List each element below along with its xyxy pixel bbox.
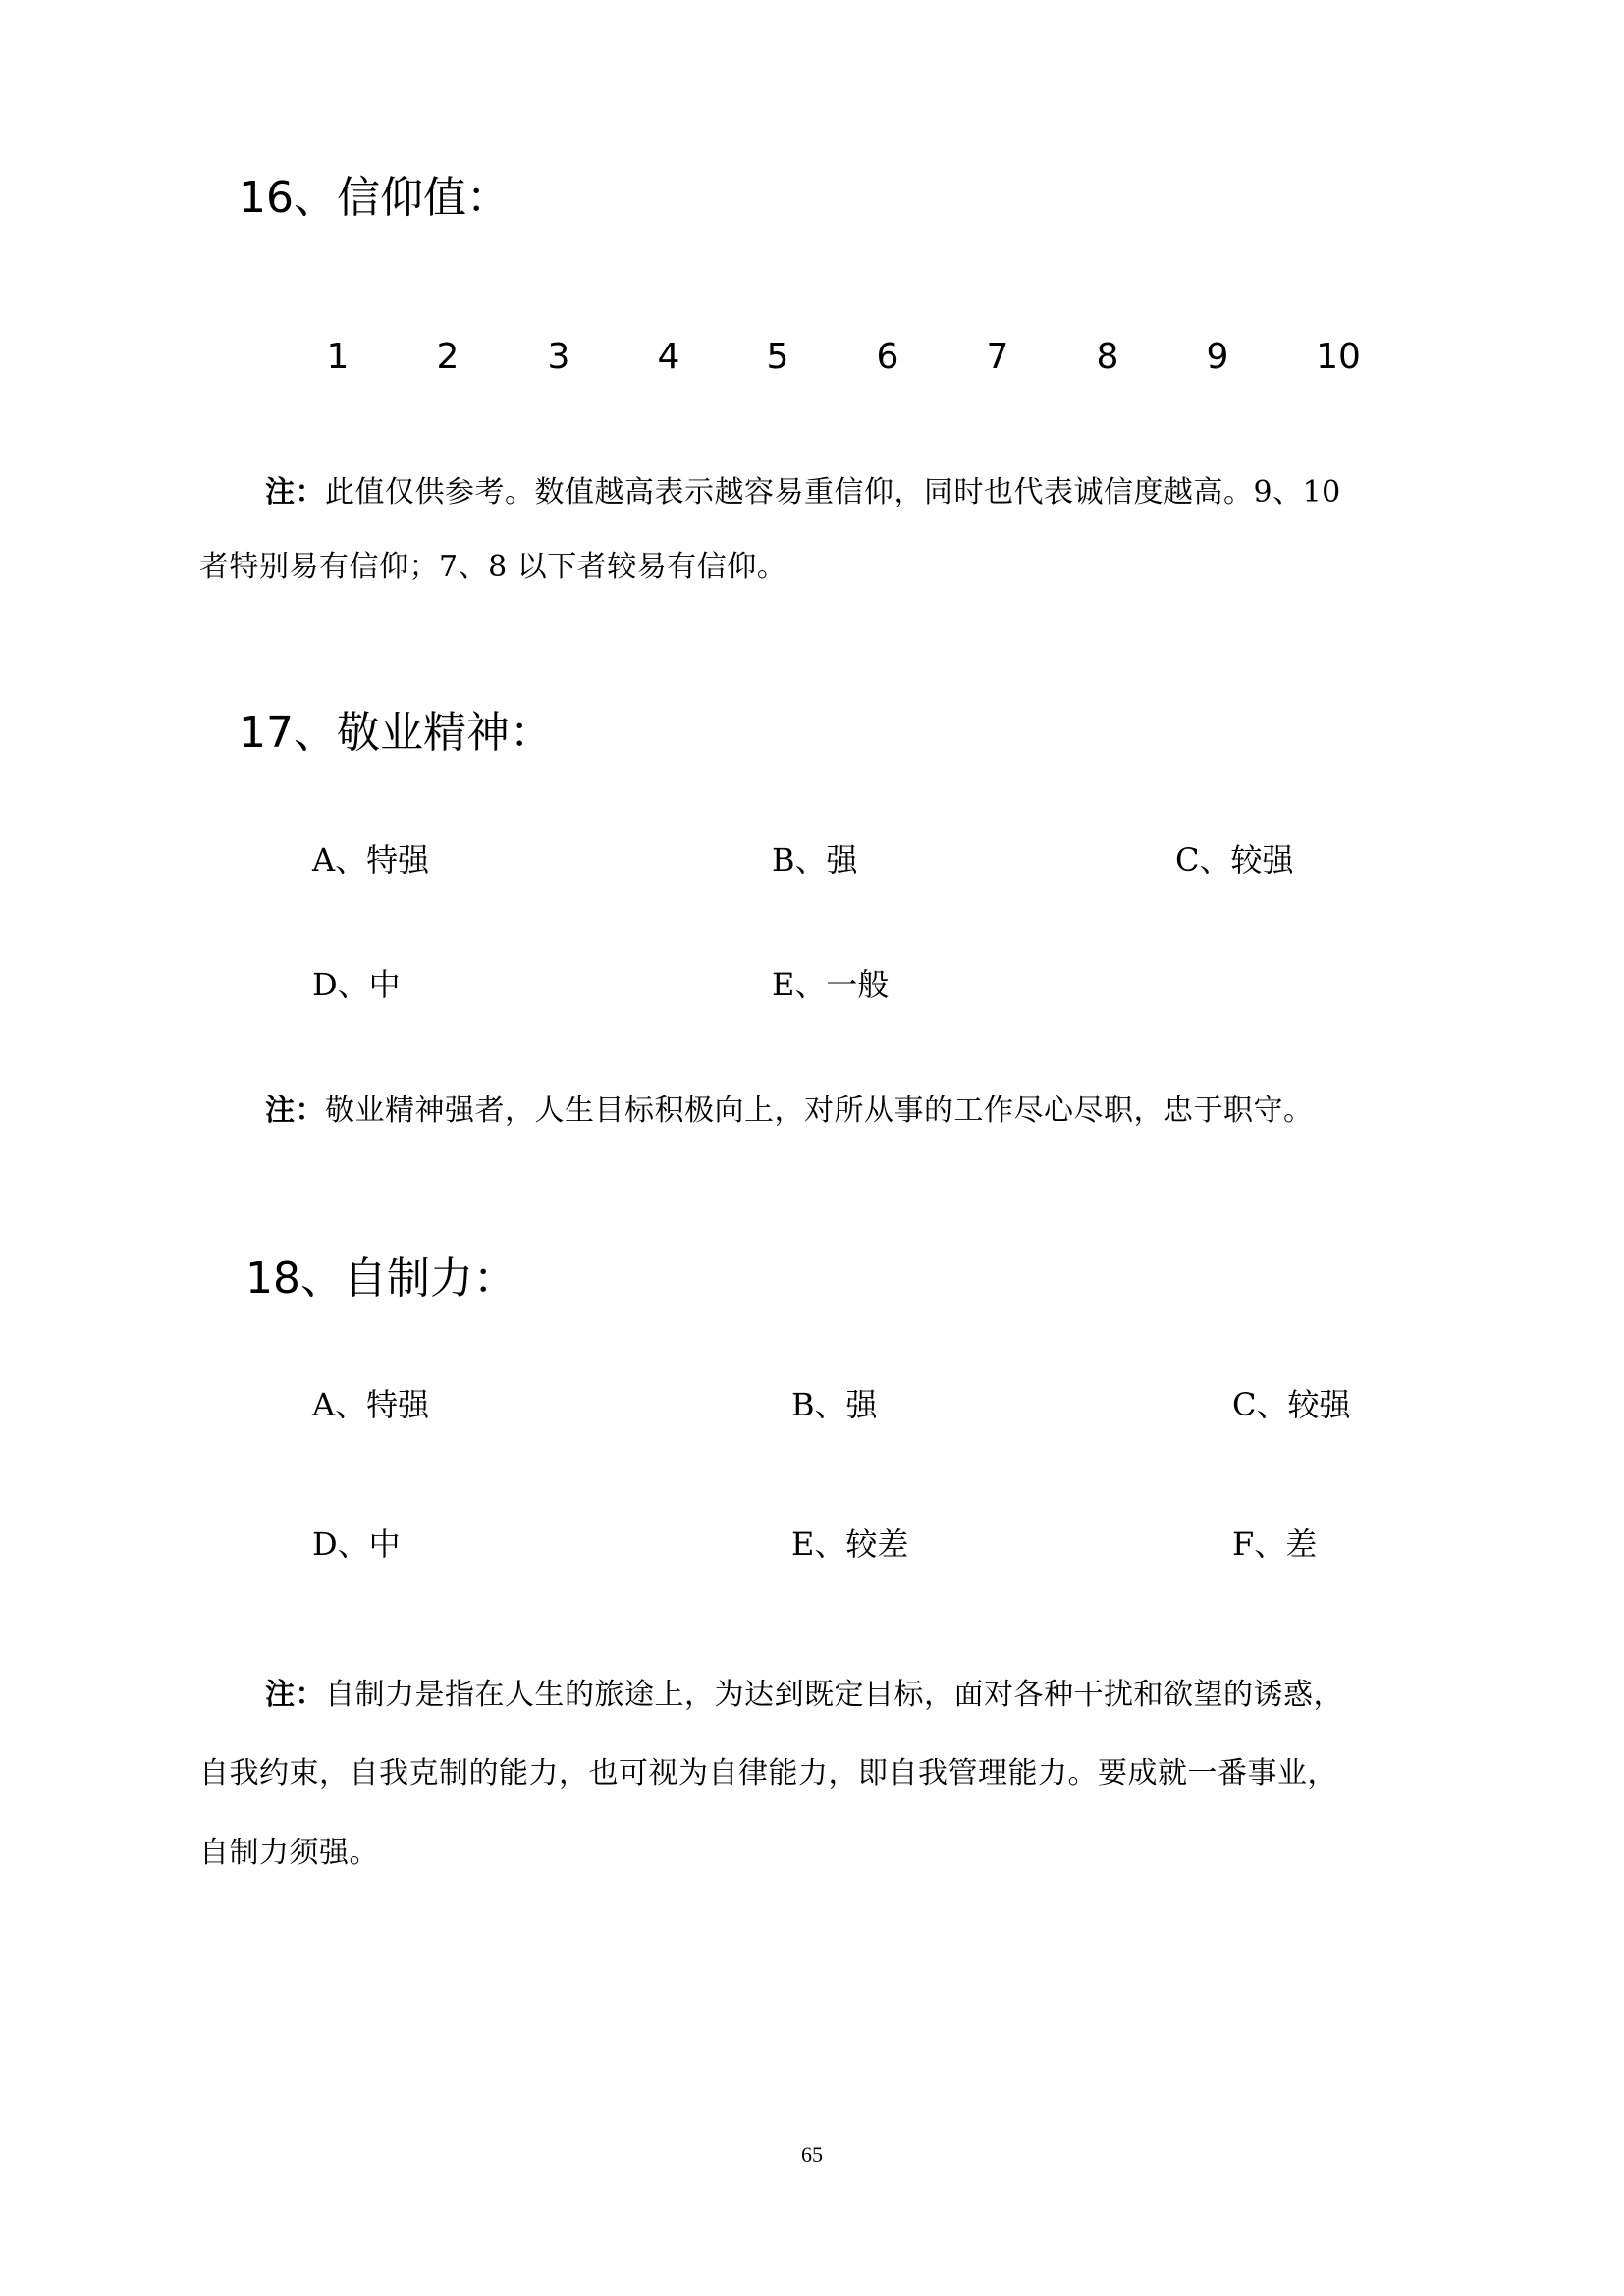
scale-value-4: 4 xyxy=(657,337,680,377)
note-text: 敬业精神强者，人生目标积极向上，对所从事的工作尽心尽职，忠于职守。 xyxy=(325,1094,1314,1128)
section-18-option-d: D、中 xyxy=(312,1525,401,1563)
page-number: 65 xyxy=(801,2142,823,2166)
section-18-option-f: F、差 xyxy=(1232,1525,1318,1563)
scale-value-5: 5 xyxy=(766,337,789,377)
section-18-note-line-2: 自我约束，自我克制的能力，也可视为自律能力，即自我管理能力。要成就一番事业， xyxy=(199,1756,1337,1790)
section-17-option-b: B、强 xyxy=(772,841,858,879)
scale-value-9: 9 xyxy=(1206,337,1229,377)
scale-value-6: 6 xyxy=(876,337,899,377)
section-18-option-c: C、较强 xyxy=(1232,1386,1351,1423)
section-17-note-line-1 xyxy=(265,1096,1314,1126)
section-17-option-e: E、一般 xyxy=(772,966,890,1003)
note-label: 注： xyxy=(265,1678,325,1712)
note-text: 自制力是指在人生的旅途上，为达到既定目标，面对各种干扰和欲望的诱惑， xyxy=(325,1678,1343,1712)
section-18-note-line-1 xyxy=(265,1678,1343,1712)
section-16-note-line-1 xyxy=(265,475,1341,509)
section-17-option-a: A、特强 xyxy=(312,841,430,879)
scale-value-3: 3 xyxy=(547,337,570,377)
note-text: 此值仅供参考。数值越高表示越容易重信仰，同时也代表诚信度越高。9、10 xyxy=(325,475,1341,509)
section-18-option-b: B、强 xyxy=(791,1386,878,1423)
scale-value-8: 8 xyxy=(1096,337,1119,377)
section-18-option-e: E、较差 xyxy=(791,1525,909,1563)
scale-value-2: 2 xyxy=(436,337,460,377)
scale-value-7: 7 xyxy=(986,337,1009,377)
note-label: 注： xyxy=(265,475,325,509)
scale-value-10: 10 xyxy=(1316,337,1361,377)
section-16-note-line-2: 者特别易有信仰；7、8 以下者较易有信仰。 xyxy=(199,550,787,584)
section-16-heading: 16、信仰值： xyxy=(239,173,510,223)
section-18-note-line-3: 自制力须强。 xyxy=(199,1836,379,1870)
section-18-heading: 18、自制力： xyxy=(245,1254,516,1304)
scale-value-1: 1 xyxy=(326,337,350,377)
section-17-option-d: D、中 xyxy=(312,966,401,1003)
section-18-option-a: A、特强 xyxy=(312,1386,430,1423)
section-17-heading: 17、敬业精神： xyxy=(239,708,553,758)
note-label: 注： xyxy=(265,1094,325,1128)
section-17-option-c: C、较强 xyxy=(1175,841,1294,879)
